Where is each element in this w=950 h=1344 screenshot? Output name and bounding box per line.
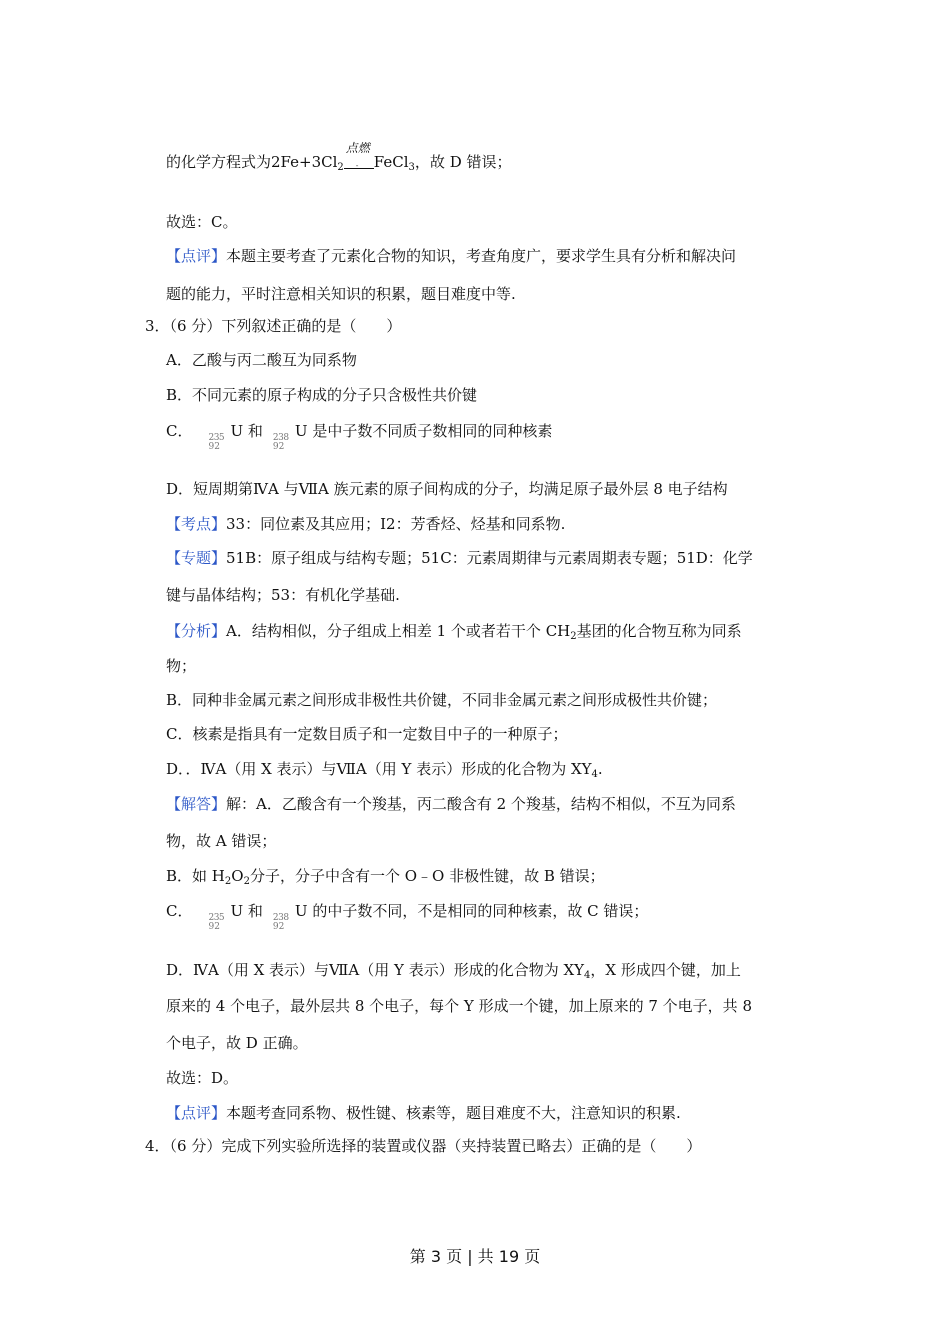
q3-option-a: A．乙酸与丙二酸互为同系物 [166, 351, 357, 369]
isotope-u238: 238 92 [272, 913, 289, 932]
q3-choice: 故选：D。 [166, 1069, 239, 1087]
review-tag: 【点评】 [166, 247, 227, 265]
q3-fenxi-c: C．核素是指具有一定数目质子和一定数目中子的一种原子； [166, 725, 568, 743]
q3-jieda: 【解答】解：A．乙酸含有一个羧基，丙二酸含有 2 个羧基，结构不相似，不互为同系 [166, 795, 736, 813]
q3-review: 【点评】本题考查同系物、极性键、核素等，题目难度不大，注意知识的积累. [166, 1104, 681, 1122]
q3-fenxi: 【分析】A．结构相似，分子组成上相差 1 个或者若干个 $CH_2$基团的化合物互称为同系 [166, 622, 742, 642]
q3-fenxi-d: D．．ⅣA（用 X 表示）与ⅦA（用 Y 表示）形成的化合物为 $XY_4$. [166, 760, 603, 780]
equation-line: 的化学方程式为$2Fe+3Cl_2$ 点燃 - FeCl$_3$，故 D 错误； [166, 141, 512, 173]
q3-jieda-d-line2: 原来的 4 个电子，最外层共 8 个电子，每个 Y 形成一个键，加上原来的 7 个电子，共 8 [166, 997, 752, 1015]
reaction-condition: 点燃 - [344, 152, 374, 172]
q3-kaodian: 【考点】33：同位素及其应用；I2：芳香烃、烃基和同系物. [166, 515, 566, 533]
q4-stem: 4．（6 分）完成下列实验所选择的装置或仪器（夹持装置已略去）正确的是（ ） [145, 1137, 702, 1155]
q2-choice: 故选：C。 [166, 213, 238, 231]
q3-zhuanti-line2: 键与晶体结构；53：有机化学基础. [166, 586, 400, 604]
q3-option-b: B．不同元素的原子构成的分子只含极性共价键 [166, 386, 478, 404]
q3-stem: 3．（6 分）下列叙述正确的是（ ） [145, 317, 402, 335]
q3-jieda-c: C． 235 92 U 和 238 92 U 的中子数不同，不是相同的同种核素，故 C 错误； [166, 902, 649, 932]
isotope-u235: 235 92 [208, 913, 225, 932]
q3-jieda-b: B．如 $H_2O_2$分子，分子中含有一个 O﹣O 非极性键，故 B 错误； [166, 867, 605, 887]
q3-jieda-d: D．ⅣA（用 X 表示）与ⅦA（用 Y 表示）形成的化合物为 $XY_4$，X 形成四个键，加上 [166, 961, 741, 981]
page-footer: 第 3 页 | 共 19 页 [409, 1247, 541, 1266]
q3-fenxi-b: B．同种非金属元素之间形成非极性共价键，不同非金属元素之间形成极性共价键； [166, 691, 718, 709]
q3-jieda-a-line2: 物，故 A 错误； [166, 832, 277, 850]
q3-option-d: D．短周期第ⅣA 与ⅦA 族元素的原子间构成的分子，均满足原子最外层 8 电子结构 [166, 480, 728, 498]
q3-option-c: C． 235 92 U 和 238 92 U 是中子数不同质子数相同的同种核素 [166, 422, 553, 452]
q3-zhuanti: 【专题】51B：原子组成与结构专题；51C：元素周期律与元素周期表专题；51D：化学 [166, 549, 753, 567]
isotope-u238: 238 92 [272, 433, 289, 452]
q2-review-line2: 题的能力，平时注意相关知识的积累，题目难度中等. [166, 285, 516, 303]
q2-review: 【点评】本题主要考查了元素化合物的知识，考查角度广，要求学生具有分析和解决问 [166, 247, 737, 265]
isotope-u235: 235 92 [208, 433, 225, 452]
q3-jieda-d-line3: 个电子，故 D 正确。 [166, 1034, 308, 1052]
q3-fenxi-a-line2: 物； [166, 657, 197, 675]
